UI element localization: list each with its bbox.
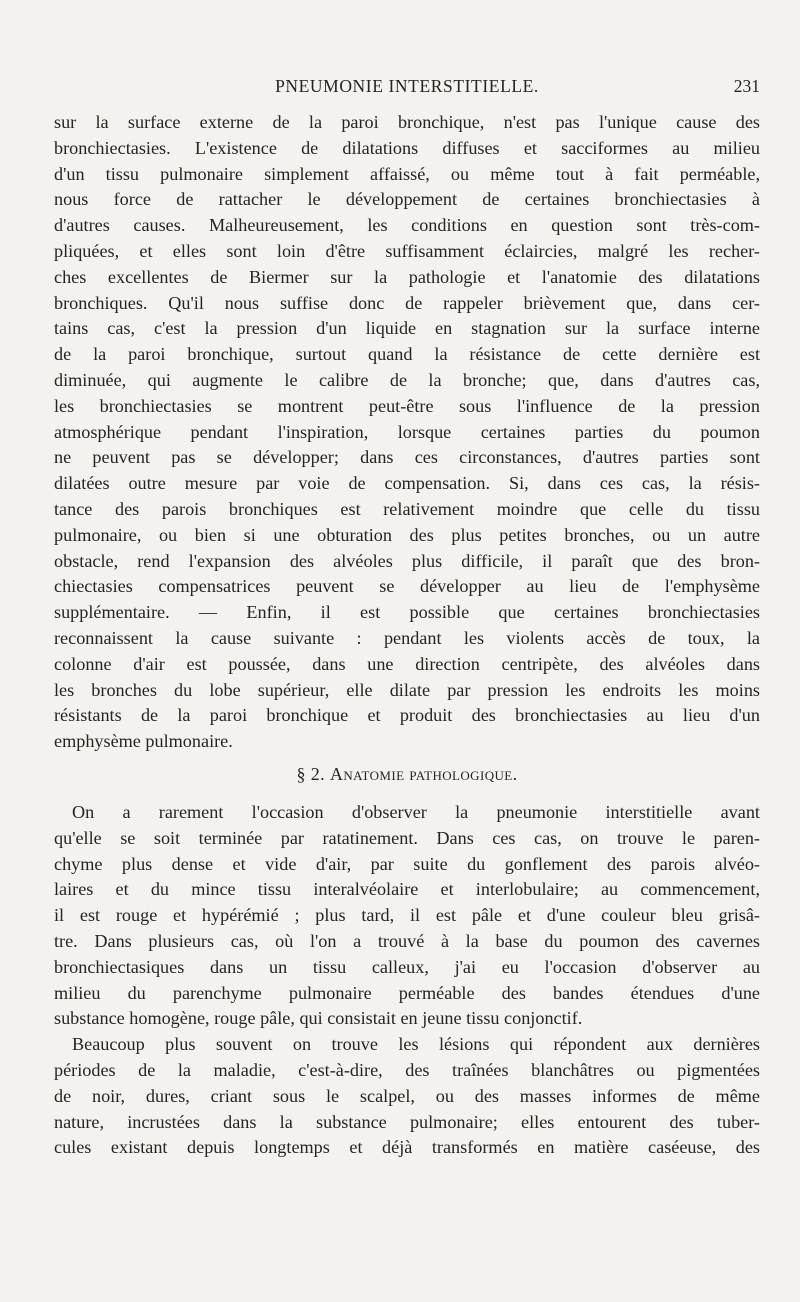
section-heading <box>54 764 760 785</box>
text-line: bronchiectasies. L'existence de dilatations diffuses et sacciformes au milieu <box>54 137 760 158</box>
text-line: tance des parois bronchiques est relativement moindre que celle du tissu <box>54 498 760 519</box>
text-line: ne peuvent pas se développer; dans ces circonstances, d'autres parties sont <box>54 447 760 468</box>
text-line: supplémentaire. — Enfin, il est possible que certaines bronchiectasies <box>54 602 760 623</box>
text-line: il est rouge et hypérémié ; plus tard, il est pâle et d'une couleur bleu grisâ- <box>54 905 760 926</box>
text-line: d'autres causes. Malheureusement, les conditions en question sont très-com- <box>54 215 760 236</box>
text-line: résistants de la paroi bronchique et produit des bronchiectasies au lieu d'un <box>54 705 760 726</box>
text-line: pulmonaire, ou bien si une obturation des plus petites bronches, ou un autre <box>54 524 760 545</box>
text-line: de noir, dures, criant sous le scalpel, ou des masses informes de même <box>54 1085 760 1106</box>
text-line: cules existant depuis longtemps et déjà transformés en matière caséeuse, des <box>54 1137 760 1158</box>
text-line: chiectasies compensatrices peuvent se développer au lieu de l'emphysème <box>54 576 760 597</box>
text-line: bronchiectasiques dans un tissu calleux, j'ai eu l'occasion d'observer au <box>54 956 760 977</box>
text-line: bronchiques. Qu'il nous suffise donc de rappeler brièvement que, dans cer- <box>54 292 760 313</box>
text-line: chyme plus dense et vide d'air, par suite du gonflement des parois alvéo- <box>54 853 760 874</box>
text-line: les bronchiectasies se montrent peut-être sous l'influence de la pression <box>54 395 760 416</box>
text-line: sur la surface externe de la paroi bronchique, n'est pas l'unique cause des <box>54 112 760 132</box>
text-line: tre. Dans plusieurs cas, où l'on a trouvé à la base du poumon des cavernes <box>54 930 760 951</box>
text-line: les bronches du lobe supérieur, elle dilate par pression les endroits les moins <box>54 679 760 700</box>
text-line: On a rarement l'occasion d'observer la pneumonie interstitielle avant <box>72 802 760 822</box>
text-line: emphysème pulmonaire. <box>54 731 233 752</box>
text-line: substance homogène, rouge pâle, qui consistait en jeune tissu conjonctif. <box>54 1008 583 1029</box>
text-line: nature, incrustées dans la substance pulmonaire; elles entourent des tuber- <box>54 1111 760 1132</box>
running-title: PNEUMONIE INTERSTITIELLE. <box>275 76 539 96</box>
text-line: nous force de rattacher le développement de certaines bronchiectasies à <box>54 189 760 210</box>
running-head <box>54 76 760 102</box>
section-number: § 2. <box>296 764 326 784</box>
text-line: milieu du parenchyme pulmonaire perméable des bandes étendues d'une <box>54 982 760 1003</box>
text-line: colonne d'air est poussée, dans une direction centripète, des alvéoles dans <box>54 653 760 674</box>
text-line: périodes de la maladie, c'est-à-dire, des traînées blanchâtres ou pigmentées <box>54 1059 760 1080</box>
text-line: de la paroi bronchique, surtout quand la résistance de cette dernière est <box>54 344 760 365</box>
text-line: d'un tissu pulmonaire simplement affaissé, ou même tout à fait perméable, <box>54 163 760 184</box>
text-line: reconnaissent la cause suivante : pendant les violents accès de toux, la <box>54 627 760 648</box>
section-title: Anatomie pathologique. <box>329 764 518 784</box>
text-line: tains cas, c'est la pression d'un liquide en stagnation sur la surface interne <box>54 318 760 339</box>
text-line: Beaucoup plus souvent on trouve les lésions qui répondent aux dernières <box>72 1034 760 1055</box>
section-body <box>54 800 760 1161</box>
text-line: qu'elle se soit terminée par ratatinement. Dans ces cas, on trouve le paren- <box>54 827 760 848</box>
text-line: obstacle, rend l'expansion des alvéoles plus difficile, il paraît que des bron- <box>54 550 760 571</box>
text-line: diminuée, qui augmente le calibre de la bronche; que, dans d'autres cas, <box>54 369 760 390</box>
page-number: 231 <box>733 76 760 96</box>
text-line: laires et du mince tissu interalvéolaire et interlobulaire; au commencement, <box>54 879 760 900</box>
text-line: dilatées outre mesure par voie de compensation. Si, dans ces cas, la résis- <box>54 473 760 494</box>
text-line: pliquées, et elles sont loin d'être suffisamment éclaircies, malgré les recher- <box>54 240 760 261</box>
paragraph-continued <box>54 110 760 755</box>
text-line: atmosphérique pendant l'inspiration, lorsque certaines parties du poumon <box>54 421 760 442</box>
text-line: ches excellentes de Biermer sur la pathologie et l'anatomie des dilatations <box>54 266 760 287</box>
